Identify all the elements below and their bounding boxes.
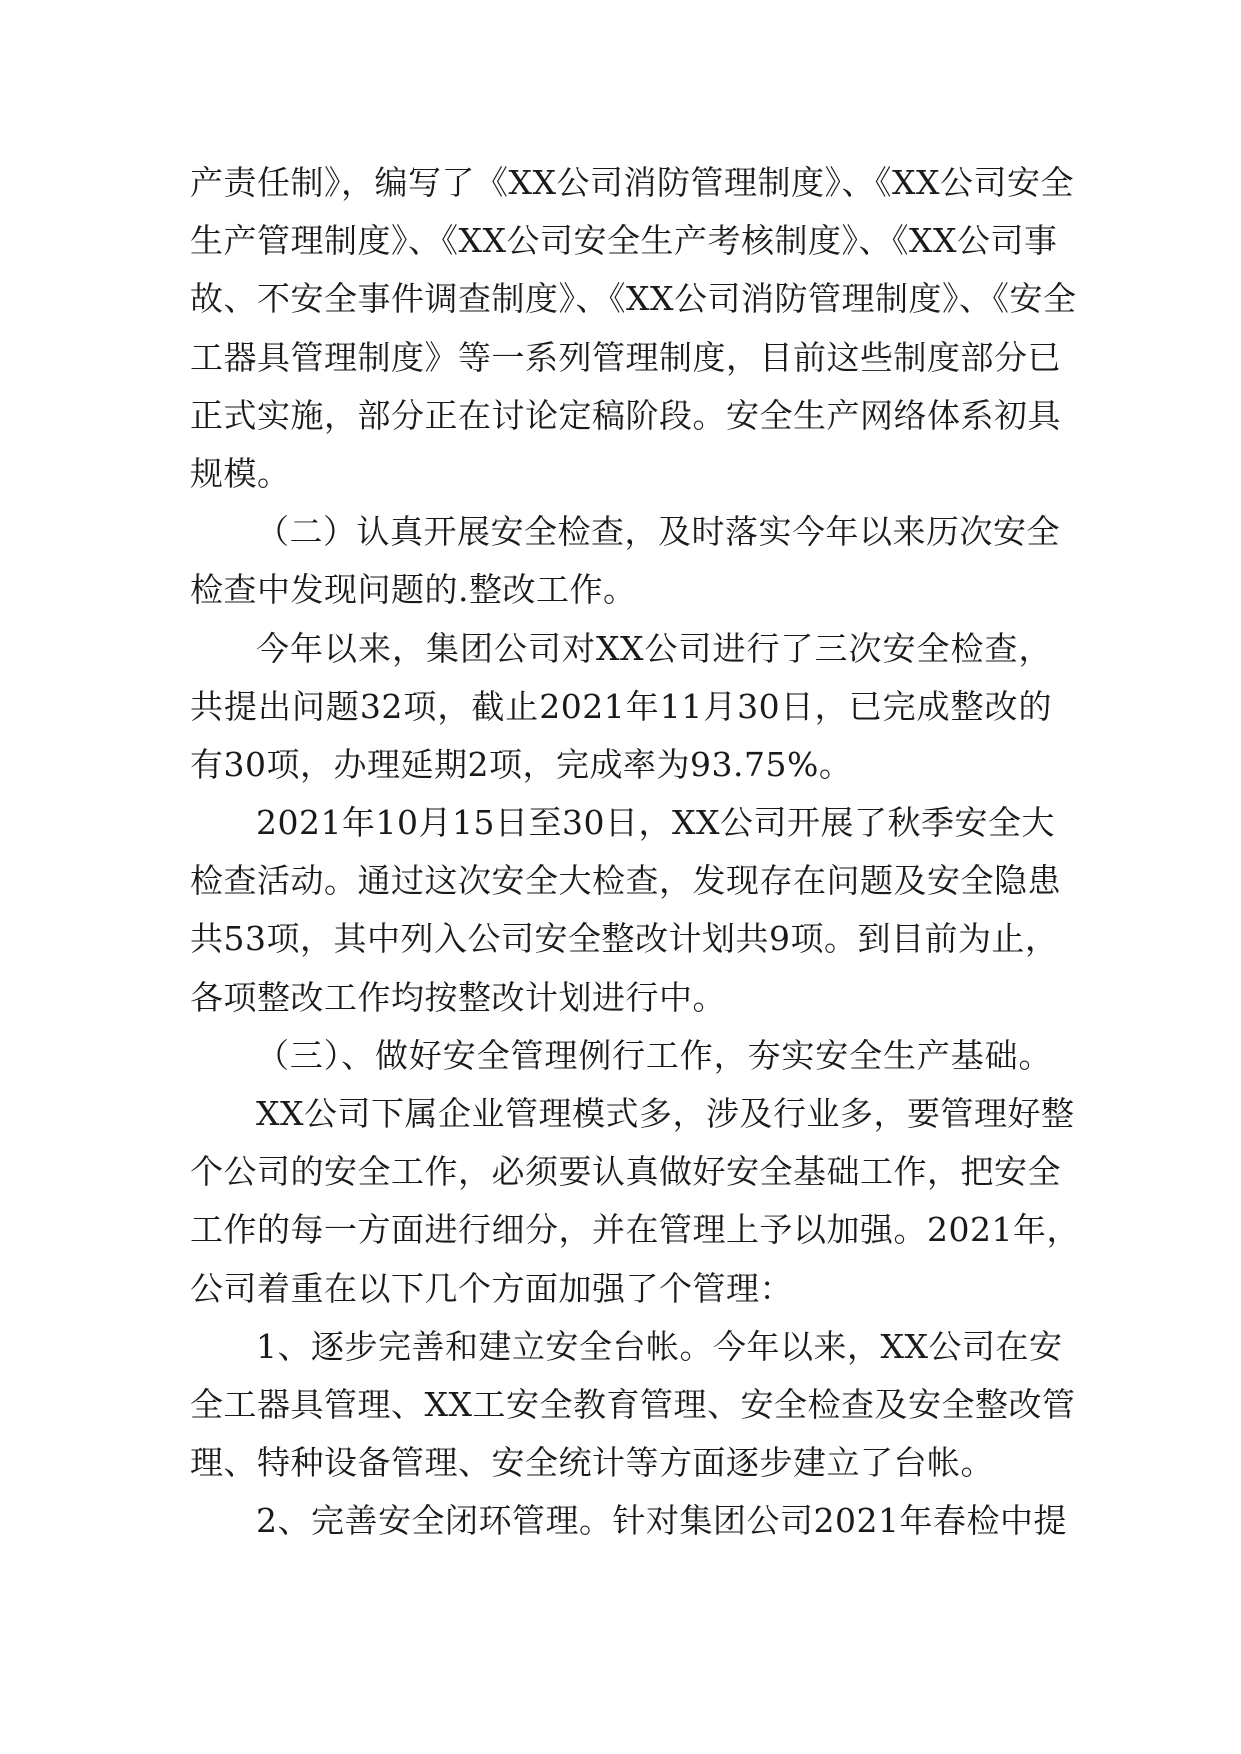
text-line: 各项整改工作均按整改计划进行中。 — [190, 977, 726, 1017]
text-line: 有30项，办理延期2项，完成率为93.75%。 — [190, 744, 853, 784]
text-line: 共提出问题32项，截止2021年11月30日，已完成整改的 — [190, 686, 1052, 726]
text-line: 2021年10月15日至30日，XX公司开展了秋季安全大 — [256, 803, 1055, 843]
text-line: 今年以来，集团公司对XX公司进行了三次安全检查， — [256, 628, 1052, 668]
section-heading: （三）、做好安全管理例行工作，夯实安全生产基础。 — [256, 1035, 1052, 1075]
text-line: 个公司的安全工作，必须要认真做好安全基础工作，把安全 — [190, 1152, 1061, 1192]
text-line: 理、特种设备管理、安全统计等方面逐步建立了台帐。 — [190, 1443, 994, 1483]
text-line: XX公司下属企业管理模式多，涉及行业多，要管理好整 — [256, 1094, 1075, 1133]
text-line: 全工器具管理、XX工安全教育管理、安全检查及安全整改管 — [190, 1384, 1076, 1424]
list-item: 1、逐步完善和建立安全台帐。今年以来，XX公司在安 — [256, 1326, 1063, 1366]
text-line: 生产管理制度》、《XX公司安全生产考核制度》、《XX公司事 — [190, 221, 1058, 261]
list-item: 2、完善安全闭环管理。针对集团公司2021年春检中提 — [256, 1501, 1067, 1541]
text-line: 正式实施，部分正在讨论定稿阶段。安全生产网络体系初具 — [190, 395, 1061, 435]
section-heading-continued: 检查中发现问题的.整改工作。 — [190, 570, 637, 610]
text-line: 规模。 — [190, 453, 291, 493]
text-line: 检查活动。通过这次安全大检查，发现存在问题及安全隐患 — [190, 861, 1061, 901]
text-line: 产责任制》，编写了《XX公司消防管理制度》、《XX公司安全 — [190, 163, 1074, 202]
section-heading: （二）认真开展安全检查，及时落实今年以来历次安全 — [256, 512, 1060, 552]
text-line: 工器具管理制度》等一系列管理制度，目前这些制度部分已 — [190, 337, 1061, 377]
text-line: 公司着重在以下几个方面加强了个管理： — [190, 1268, 793, 1308]
text-line: 工作的每一方面进行细分，并在管理上予以加强。2021年， — [190, 1210, 1080, 1250]
text-line: 共53项，其中列入公司安全整改计划共9项。到目前为止， — [190, 919, 1059, 959]
text-line: 故、不安全事件调查制度》、《XX公司消防管理制度》、《安全 — [190, 279, 1077, 319]
document-body — [190, 154, 1080, 1551]
